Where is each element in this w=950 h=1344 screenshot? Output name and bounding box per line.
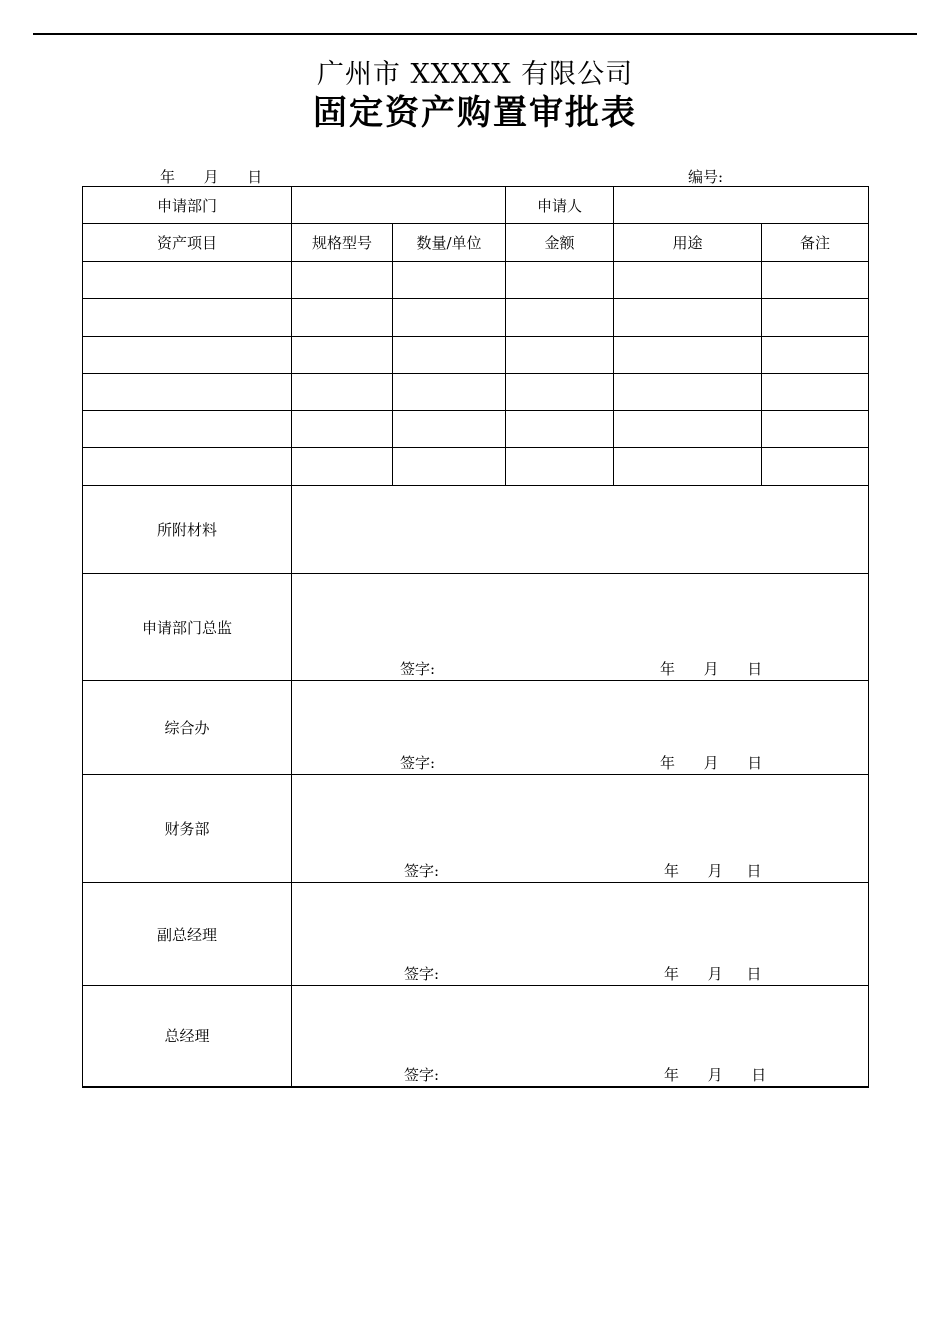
- table-row: [83, 411, 869, 448]
- quantity-cell[interactable]: [393, 299, 506, 337]
- approval-row: [83, 986, 869, 1087]
- approval-form-table: [82, 186, 869, 1088]
- approval-row: [83, 681, 869, 775]
- signature-date: 年 月 日: [664, 862, 762, 880]
- col-header-purpose: 用途: [614, 224, 762, 262]
- attachments-field[interactable]: [292, 486, 869, 574]
- signature-date: 年 月 日: [660, 754, 763, 772]
- applicant-label: 申请人: [506, 187, 614, 224]
- approval-label-deputy-gm: 副总经理: [83, 883, 292, 986]
- purpose-cell[interactable]: [614, 374, 762, 411]
- asset-cell[interactable]: [83, 337, 292, 374]
- applicant-field[interactable]: [614, 187, 869, 224]
- signature-date: 年 月 日: [664, 965, 762, 983]
- quantity-cell[interactable]: [393, 411, 506, 448]
- asset-cell[interactable]: [83, 448, 292, 486]
- company-name: 广州市 XXXXX 有限公司: [316, 59, 634, 90]
- signature-label: 签字:: [400, 660, 436, 678]
- col-header-spec: 规格型号: [292, 224, 393, 262]
- approval-sign-area[interactable]: [292, 574, 869, 681]
- col-header-quantity: 数量/单位: [393, 224, 506, 262]
- dept-field[interactable]: [292, 187, 506, 224]
- asset-cell[interactable]: [83, 374, 292, 411]
- col-header-asset: 资产项目: [83, 224, 292, 262]
- approval-label-admin-office: 综合办: [83, 681, 292, 775]
- remark-cell[interactable]: [762, 411, 869, 448]
- signature-date: 年 月 日: [660, 660, 763, 678]
- spec-cell[interactable]: [292, 374, 393, 411]
- approval-label-gm: 总经理: [83, 986, 292, 1087]
- table-row: [83, 374, 869, 411]
- spec-cell[interactable]: [292, 448, 393, 486]
- signature-label: 签字:: [404, 965, 440, 983]
- approval-label-director: 申请部门总监: [83, 574, 292, 681]
- spec-cell[interactable]: [292, 299, 393, 337]
- amount-cell[interactable]: [506, 337, 614, 374]
- apply-row: [83, 187, 869, 224]
- col-header-amount: 金额: [506, 224, 614, 262]
- dept-label: 申请部门: [83, 187, 292, 224]
- purpose-cell[interactable]: [614, 337, 762, 374]
- quantity-cell[interactable]: [393, 262, 506, 299]
- purpose-cell[interactable]: [614, 262, 762, 299]
- amount-cell[interactable]: [506, 411, 614, 448]
- signature-label: 签字:: [404, 862, 440, 880]
- amount-cell[interactable]: [506, 448, 614, 486]
- approval-row: [83, 574, 869, 681]
- spec-cell[interactable]: [292, 411, 393, 448]
- approval-row: [83, 883, 869, 986]
- approval-sign-area[interactable]: [292, 986, 869, 1087]
- column-header-row: [83, 224, 869, 262]
- approval-sign-area[interactable]: [292, 775, 869, 883]
- asset-cell[interactable]: [83, 262, 292, 299]
- purpose-cell[interactable]: [614, 299, 762, 337]
- remark-cell[interactable]: [762, 374, 869, 411]
- asset-cell[interactable]: [83, 411, 292, 448]
- amount-cell[interactable]: [506, 299, 614, 337]
- remark-cell[interactable]: [762, 299, 869, 337]
- top-rule: [33, 33, 917, 35]
- amount-cell[interactable]: [506, 374, 614, 411]
- attachments-label: 所附材料: [83, 486, 292, 574]
- signature-label: 签字:: [400, 754, 436, 772]
- table-row: [83, 337, 869, 374]
- table-row: [83, 448, 869, 486]
- table-row: [83, 262, 869, 299]
- signature-date: 年 月 日: [664, 1065, 767, 1084]
- approval-label-finance: 财务部: [83, 775, 292, 883]
- form-title: 固定资产购置审批表: [313, 93, 637, 133]
- quantity-cell[interactable]: [393, 374, 506, 411]
- attachments-row: [83, 486, 869, 574]
- approval-sign-area[interactable]: [292, 681, 869, 775]
- amount-cell[interactable]: [506, 262, 614, 299]
- purpose-cell[interactable]: [614, 448, 762, 486]
- remark-cell[interactable]: [762, 337, 869, 374]
- signature-label: 签字:: [404, 1065, 440, 1084]
- col-header-remark: 备注: [762, 224, 869, 262]
- purpose-cell[interactable]: [614, 411, 762, 448]
- form-date[interactable]: 年 月 日: [160, 168, 263, 186]
- table-row: [83, 299, 869, 337]
- quantity-cell[interactable]: [393, 448, 506, 486]
- spec-cell[interactable]: [292, 337, 393, 374]
- quantity-cell[interactable]: [393, 337, 506, 374]
- remark-cell[interactable]: [762, 448, 869, 486]
- remark-cell[interactable]: [762, 262, 869, 299]
- asset-cell[interactable]: [83, 299, 292, 337]
- spec-cell[interactable]: [292, 262, 393, 299]
- approval-sign-area[interactable]: [292, 883, 869, 986]
- serial-number-label: 编号:: [688, 168, 724, 186]
- approval-row: [83, 775, 869, 883]
